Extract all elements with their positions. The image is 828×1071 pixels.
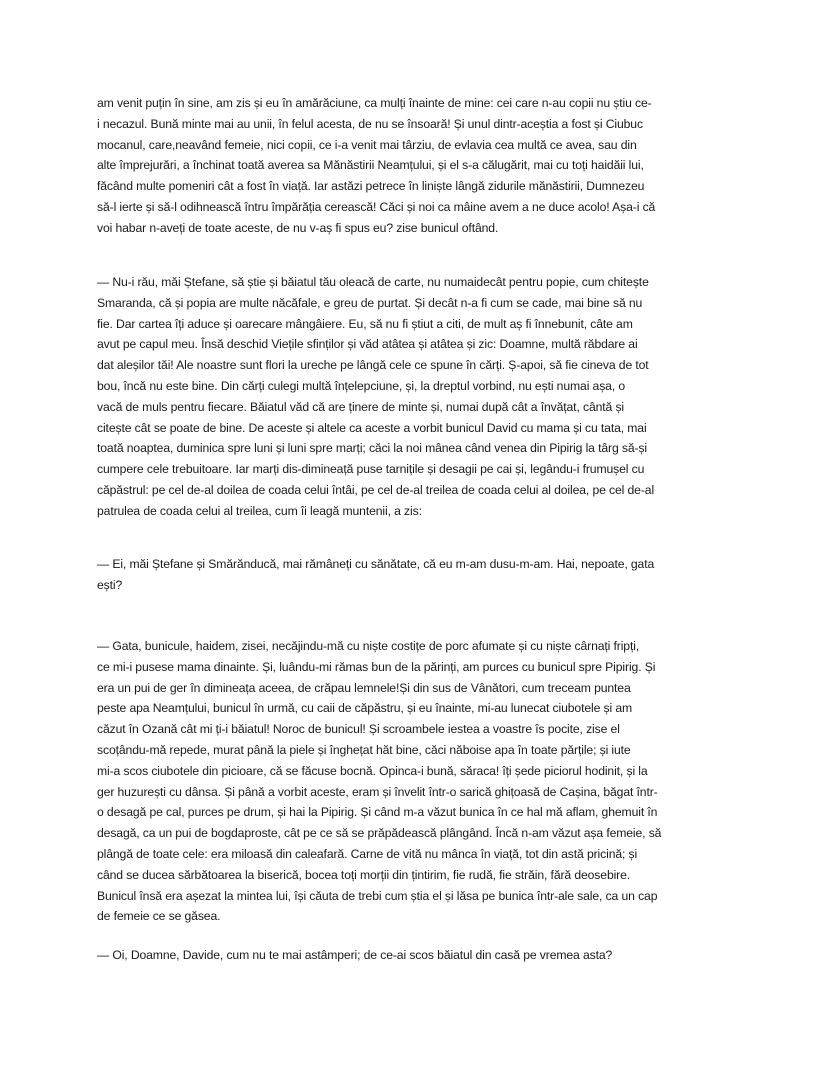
text-line: — Oi, Doamne, Davide, cum nu te mai astâmperi; de ce-ai scos băiatul din casă pe vremea asta? [97, 948, 613, 962]
text-line: — Nu-i rău, măi Ștefane, să știe și băiatul tău oleacă de carte, nu numaidecât pentru popie, cum chitește [97, 275, 649, 289]
text-line: cumpere cele trebuitoare. Iar marți dis-dimineață puse tarnițile și desagii pe cai și, legându-i frumușel cu [97, 462, 645, 477]
text-line: plângă de toate cele: era miloasă din caleafară. Carne de vită nu mânca în viață, tot din astă pricină; și [97, 846, 638, 861]
text-line: căzut în Ozană cât mi ți-i băiatul! Noroc de bunicul! Și scroambele iestea a voastre îs pocite, zise el [97, 722, 620, 737]
text-line: desagă, ca un pui de bogdaproste, cât pe ce să se prăpădească plângând. Încă n-am văzut așa femeie, să [97, 826, 662, 841]
text-line: citește cât se poate de bine. De aceste și altele ca aceste a vorbit bunicul David cu mama și cu tata, mai [97, 420, 647, 435]
text-line: făcând multe pomeniri cât a fost în viață. Iar astăzi petrece în liniște lângă zidurile mănăstirii, Dumnezeu [97, 179, 645, 194]
text-line: ești? [97, 577, 123, 592]
text-line: i necazul. Bună minte mai au unii, în felul acesta, de nu se însoară! Și unul dintr-aceștia a fost și Ciubuc [97, 116, 643, 131]
text-line: să-l ierte și să-l odihnească întru împărăția cerească! Căci și noi ca mâine avem a ne duce acolo! Așa-i că [97, 199, 656, 214]
text-line: Smaranda, că și popia are multe năcăfale, e greu de purtat. Și decât n-a fi cum se cade, mai bine să nu [97, 295, 643, 310]
text-line: mocanul, care,neavând femeie, nici copii, ce i-a venit mai târziu, de evlavia cea multă ce avea, sau din [97, 137, 637, 152]
text-line: era un pui de ger în dimineața aceea, de crăpau lemnele!Și din sus de Vânători, cum treceam puntea [97, 680, 631, 695]
text-line: ce mi-i pusese mama dinainte. Și, luându-mi rămas bun de la părinți, am purces cu bunicul spre Pipirig. Și [97, 659, 656, 674]
text-line: ger huzurești cu dânsa. Și până a vorbit aceste, eram și învelit într-o sarică ghițoasă de Cașina, băgat într- [97, 784, 658, 799]
paragraph-1 [97, 93, 757, 239]
text-line: fie. Dar cartea îți aduce și oarecare mângâiere. Eu, să nu fi știut a citi, de mult aș fi înnebunit, câte am [97, 316, 633, 331]
text-line: — Gata, bunicule, haidem, zisei, necăjindu-mă cu niște costițe de porc afumate și cu niște cârnați fripți, [97, 639, 640, 653]
text-line: căpăstrul: pe cel de-al doilea de coada celui întâi, pe cel de-al treilea de coada celui al doilea, pe cel de-al [97, 482, 655, 497]
text-line: Bunicul însă era așezat la mintea lui, își căuta de trebi cum știa el și lăsa pe bunica într-ale sale, ca un cap [97, 888, 658, 903]
text-line: peste apa Neamțului, bunicul în urmă, cu caii de căpăstru, și eu înainte, mi-au lunecat ciubotele și am [97, 701, 633, 716]
text-line: o desagă pe cal, purces pe drum, și hai la Pipirig. Și când m-a văzut bunica în ce hal mă aflam, ghemuit în [97, 805, 658, 820]
text-line: toată noaptea, duminica spre luni și luni spre marți; căci la noi mânea când venea din Pipirig la târg să-și [97, 441, 647, 456]
text-line: alte împrejurări, a închinat toată averea sa Mănăstirii Neamțului, și el s-a călugărit, mai cu toți haidăii lui, [97, 158, 644, 173]
paragraph-4 [97, 636, 757, 927]
text-line: scoțându-mă repede, murat până la piele și înghețat hăt bine, căci năboise apa în toate părțile; și iute [97, 742, 631, 757]
text-line: când se ducea sărbătoarea la biserică, bocea toți morții din țintirim, fie rudă, fie străin, fără deosebire. [97, 867, 631, 882]
paragraph-5 [97, 945, 757, 966]
text-line: voi habar n-aveți de toate aceste, de nu v-aș fi spus eu? zise bunicul oftând. [97, 220, 499, 235]
paragraph-3 [97, 554, 757, 596]
text-line: de femeie ce se găsea. [97, 909, 221, 924]
text-line: patrulea de coada celui al treilea, cum îi leagă muntenii, a zis: [97, 503, 422, 518]
text-line: avut pe capul meu. Însă deschid Viețile sfinților și văd atâtea și atâtea și zic: Doamne, multă răbdare ai [97, 337, 638, 352]
text-line: mi-a scos ciubotele din picioare, că se făcuse bocnă. Opinca-i bună, săraca! îți șede piciorul hodinit, și la [97, 763, 648, 778]
paragraph-2 [97, 272, 757, 522]
text-line: bou, încă nu este bine. Din cărți culegi multă înțelepciune, și, la dreptul vorbind, nu ești numai așa, o [97, 378, 626, 393]
text-line: vacă de muls pentru fiecare. Băiatul văd că are ținere de minte și, numai după cât a învățat, cântă și [97, 399, 625, 414]
text-line: am venit puțin în sine, am zis și eu în amărăciune, ca mulți înainte de mine: cei care n-au copii nu știu ce- [97, 96, 652, 110]
text-line: — Ei, măi Ștefane și Smărănducă, mai rămâneți cu sănătate, că eu m-am dusu-m-am. Hai, nepoate, gata [97, 557, 655, 571]
text-line: dat aleșilor tăi! Ale noastre sunt flori la ureche pe lângă cele ce spune în cărți. Ș-apoi, să fie cineva de tot [97, 358, 649, 373]
